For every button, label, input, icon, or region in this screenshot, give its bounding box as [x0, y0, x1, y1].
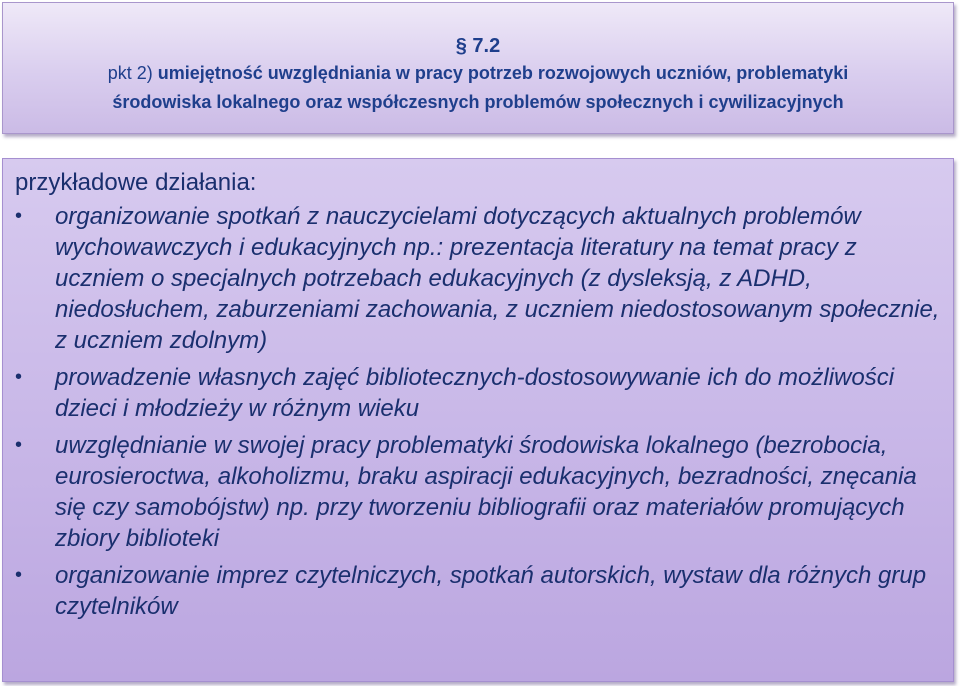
- list-item-text: prowadzenie własnych zajęć bibliotecznych-dostosowywanie ich do możliwości dzieci i młodzieży w różnym wieku: [55, 364, 895, 422]
- title-line-1-bold: umiejętność uwzględniania w pracy potrzeb rozwojowych uczniów, problematyki: [157, 63, 849, 83]
- title-line-2-bold: środowiska lokalnego oraz współczesnych problemów społecznych i cywilizacyjnych: [112, 92, 844, 112]
- bullet-icon: •: [15, 564, 23, 586]
- bullet-icon: •: [15, 434, 23, 456]
- bullet-icon: •: [15, 205, 23, 227]
- title-line-1: [3, 59, 953, 88]
- actions-list: [3, 201, 955, 628]
- title-line-2: [3, 88, 953, 117]
- list-item: [3, 362, 955, 424]
- list-item-text: organizowanie spotkań z nauczycielami dotyczących aktualnych problemów wychowawczych i edukacyjnych np.: prezentacja literatury na temat pracy z uczniem o specjalnych potrzebach edukacyjnych (z dysleksją, z ADHD, niedosłuchem, zaburzeniami zachowania, z uczniem niedostosowanym społecznie, z uczniem zdolnym): [55, 203, 940, 354]
- list-item-text: uwzględnianie w swojej pracy problematyki środowiska lokalnego (bezrobocia, eurosieroctwa, alkoholizmu, braku aspiracji edukacyjnych, bezradności, znęcania się czy samobójstw) np. przy tworzeniu bibliografii oraz materiałów promujących zbiory biblioteki: [55, 432, 917, 552]
- content-heading: przykładowe działania:: [15, 169, 257, 196]
- list-item: [3, 201, 955, 356]
- bullet-icon: •: [15, 366, 23, 388]
- content-panel: [2, 158, 954, 682]
- list-item-text: organizowanie imprez czytelniczych, spotkań autorskich, wystaw dla różnych grup czytelników: [55, 562, 927, 620]
- title-line-1-prefix: pkt 2): [107, 63, 158, 83]
- title-panel: [2, 2, 954, 134]
- list-item: [3, 560, 955, 622]
- section-number: § 7.2: [455, 35, 501, 57]
- list-item: [3, 430, 955, 554]
